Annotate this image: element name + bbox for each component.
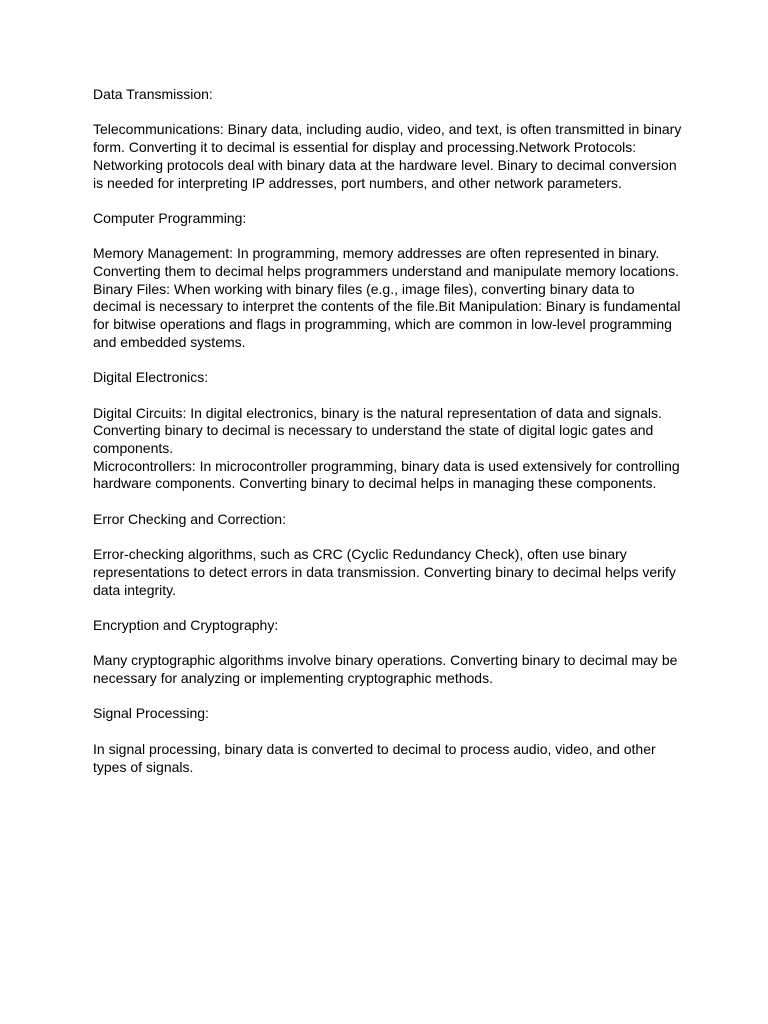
section-heading: Digital Electronics:: [93, 369, 209, 386]
paragraph: Digital Circuits: In digital electronics, binary is the natural representation of data and signals. Converting binary to decimal is necessary to understand the state of digital logic gates and components.: [93, 404, 662, 456]
section-signal-processing: [93, 705, 683, 776]
section-heading: Encryption and Cryptography:: [93, 616, 279, 633]
paragraph: Error-checking algorithms, such as CRC (Cyclic Redundancy Check), often use binary representations to detect errors in data transmission. Converting binary to decimal helps verify data integrity.: [93, 546, 676, 598]
paragraph: Memory Management: In programming, memory addresses are often represented in binary. Converting them to decimal helps programmers understand and manipulate memory locations.: [93, 245, 679, 279]
section-error-checking: [93, 511, 683, 600]
section-heading: Data Transmission:: [93, 86, 213, 102]
section-spacer: [93, 192, 683, 210]
section-spacer: [93, 599, 683, 617]
paragraph: Telecommunications: Binary data, including audio, video, and text, is often transmitted in binary form. Converting it to decimal is essential for display and processing.Network Protocols: Networking protocols deal with binary data at the hardware level. Binary to decimal conversion is needed for interpreting IP addresses, port numbers, and other network parameters.: [93, 121, 682, 191]
section-data-transmission: [93, 86, 683, 192]
section-computer-programming: [93, 210, 683, 352]
paragraph: Binary Files: When working with binary files (e.g., image files), converting binary data to decimal is necessary to interpret the contents of the file.Bit Manipulation: Binary is fundamental for bitwise operations and flags in programming, which are common in low-level programming and embedded systems.: [93, 280, 681, 350]
section-heading: Error Checking and Correction:: [93, 510, 286, 527]
section-heading: Computer Programming:: [93, 209, 247, 226]
section-spacer: [93, 688, 683, 706]
document-page: [93, 86, 683, 776]
section-digital-electronics: [93, 369, 683, 493]
paragraph: Microcontrollers: In microcontroller programming, binary data is used extensively for controlling hardware components. Converting binary to decimal helps in managing these components.: [93, 457, 680, 492]
section-encryption: [93, 617, 683, 688]
paragraph: In signal processing, binary data is converted to decimal to process audio, video, and other types of signals.: [93, 740, 656, 775]
section-spacer: [93, 352, 683, 370]
section-spacer: [93, 493, 683, 511]
paragraph: Many cryptographic algorithms involve binary operations. Converting binary to decimal may be necessary for analyzing or implementing cryptographic methods.: [93, 652, 678, 687]
section-heading: Signal Processing:: [93, 705, 209, 722]
